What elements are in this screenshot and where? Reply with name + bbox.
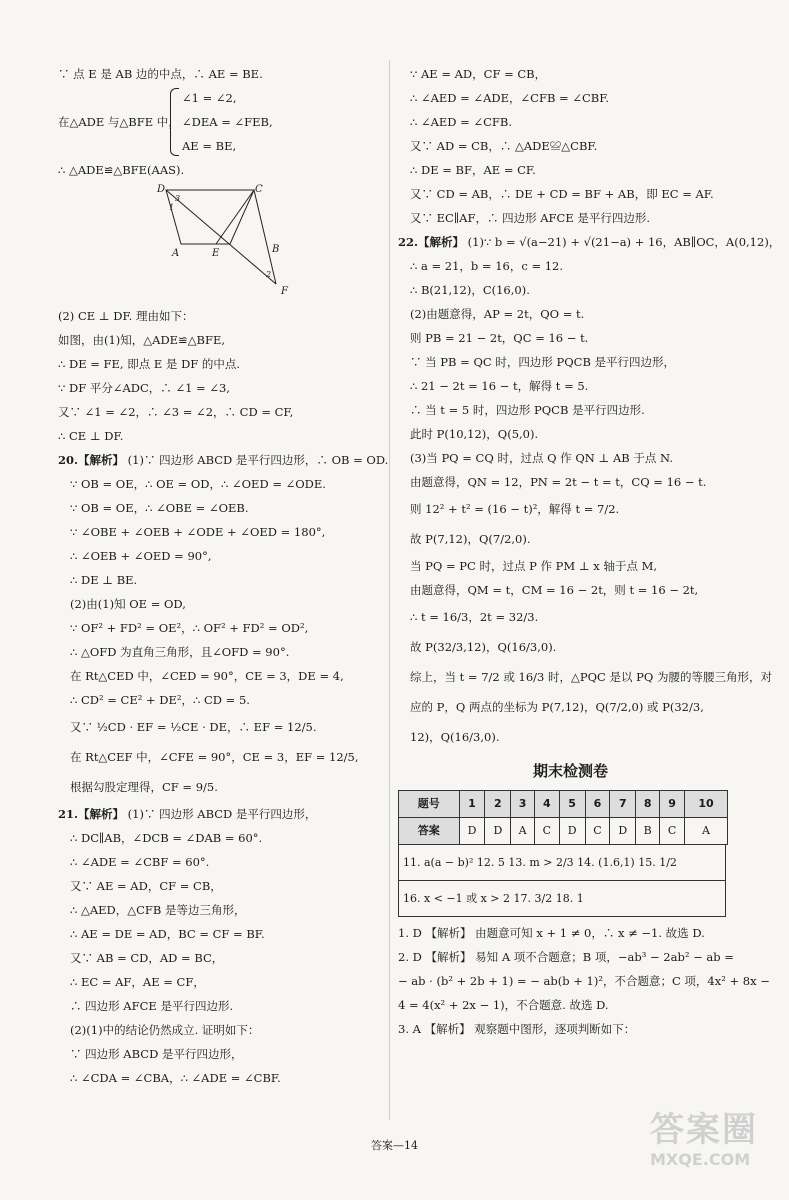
left-column: [58, 62, 389, 1090]
segment-ce: [216, 190, 254, 244]
text-line: (2)由(1)知 OE = OD,: [70, 597, 186, 611]
brace-lead-text: 在△ADE 与△BFE 中，: [58, 115, 180, 129]
question-number-cell-1: 1: [459, 791, 485, 818]
question-number-cell-9: 9: [660, 791, 685, 818]
text-line: ∵ ∠OBE + ∠OEB + ∠ODE + ∠OED = 180°,: [70, 525, 326, 539]
question-number-cell-3: 3: [511, 791, 535, 818]
text-line: ∵ AE = AD，CF = CB，: [410, 67, 547, 81]
watermark-url-text: MXQE.COM: [650, 1150, 751, 1169]
text-line: (2) CE ⊥ DF. 理由如下：: [58, 309, 194, 323]
label-c: C: [255, 184, 263, 195]
q21-number: 21.: [58, 807, 79, 821]
text-line: ∴ ∠ADE = ∠CBF = 60°.: [70, 855, 210, 869]
text-line: 在 Rt△CED 中，∠CED = 90°，CE = 3，DE = 4,: [70, 669, 344, 683]
text-line: ∴ ∠CDA = ∠CBA，∴ ∠ADE = ∠CBF.: [70, 1071, 281, 1085]
text-line: 综上，当 t = 7/2 或 16/3 时，△PQC 是以 PQ 为腰的等腰三角形，对: [410, 670, 772, 684]
angle-label-2: 2: [266, 270, 272, 279]
question-number-cell-7: 7: [610, 791, 636, 818]
label-d: D: [157, 184, 166, 195]
answer-cell-3: A: [511, 818, 535, 845]
parallelogram-figure: [58, 182, 378, 304]
q22-number: 22.: [398, 235, 419, 249]
q22-fraction-lines-b: [398, 602, 772, 752]
label-a: A: [172, 248, 180, 259]
text-line: ∴ 21 − 2t = 16 − t，解得 t = 5.: [410, 379, 589, 393]
text-line: (3)当 PQ = CQ 时，过点 Q 作 QN ⊥ AB 于点 N.: [410, 451, 673, 465]
text-line: 由题意得，QN = 12，PN = 2t − t = t，CQ = 16 − t.: [410, 475, 707, 489]
text-line: ∴ ∠AED = ∠ADE，∠CFB = ∠CBF.: [410, 91, 610, 105]
text-line: 3. A 【解析】 观察题中图形，逐项判断如下：: [398, 1022, 636, 1036]
geometry-figure: [58, 182, 378, 304]
answer-table: [398, 790, 728, 845]
left-lines-c: [58, 304, 378, 448]
text-line: 则 PB = 21 − 2t，QC = 16 − t.: [410, 331, 589, 345]
answer-header: 答案: [399, 818, 460, 845]
text-line: 又∵ AD = CB，∴ △ADE≌△CBF.: [410, 139, 598, 153]
page-footer: 答案—14: [371, 1139, 418, 1152]
text-line: ∴ AE = DE = AD，BC = CF = BF.: [70, 927, 265, 941]
text-line: 应的 P，Q 两点的坐标为 P(7,12)，Q(7/2,0) 或 P(32/3,: [410, 700, 704, 714]
text-line: ∴ a = 21，b = 16，c = 12.: [410, 259, 564, 273]
text-line: 故 P(7,12)，Q(7/2,0).: [410, 532, 531, 546]
question-number-cell-4: 4: [534, 791, 559, 818]
text-line: 又∵ ∠1 = ∠2，∴ ∠3 = ∠2，∴ CD = CF,: [58, 405, 294, 419]
text-line: ∵ OF² + FD² = OE²，∴ OF² + FD² = OD²,: [70, 621, 309, 635]
q20-first-line: (1)∵ 四边形 ABCD 是平行四边形，∴ OB = OD.: [127, 453, 389, 467]
answer-cell-2: D: [485, 818, 511, 845]
section-title: 期末检测卷: [532, 762, 608, 780]
text-line: (2)(1)中的结论仍然成立. 证明如下：: [70, 1023, 260, 1037]
q22-solution: [398, 254, 743, 494]
q22-first-line: (1)∵ b = √(a−21) + √(21−a) + 16，AB∥OC，A(0,12)，: [467, 235, 781, 249]
text-line: 又∵ EC∥AF，∴ 四边形 AFCE 是平行四边形.: [410, 211, 651, 225]
angle-label-1: 1: [169, 203, 175, 212]
question-number-cell-8: 8: [636, 791, 660, 818]
fill-blank-answers-2: 16. x < −1 或 x > 2 17. 3/2 18. 1: [398, 881, 726, 917]
text-line: ∴ △ADE≌△BFE(AAS).: [58, 163, 185, 177]
text-line: 由题意得，QM = t，CM = 16 − 2t，则 t = 16 − 2t,: [410, 583, 699, 597]
text-line: 12)，Q(16/3,0).: [410, 730, 500, 744]
text-line: 如图，由(1)知，△ADE≌△BFE,: [58, 333, 226, 347]
text-line: ∵ OB = OE，∴ ∠OBE = ∠OEB.: [70, 501, 249, 515]
text-line: ∴ DC∥AB，∠DCB = ∠DAB = 60°.: [70, 831, 263, 845]
text-line: ∴ 当 t = 5 时，四边形 PQCB 是平行四边形.: [410, 403, 645, 417]
congruence-condition-block: [58, 86, 378, 158]
fill-blank-answers-1: 11. a(a − b)² 12. 5 13. m > 2/3 14. (1.6,1) 15. 1/2: [398, 845, 726, 881]
watermark-main-text: 答案圈: [650, 1110, 758, 1150]
text-line: ∵ DF 平分∠ADC，∴ ∠1 = ∠3,: [58, 381, 230, 395]
answer-cell-8: B: [636, 818, 660, 845]
q20-fraction-lines: [58, 712, 378, 802]
segment-cf: [254, 190, 276, 284]
text-line: 又∵ ½CD · EF = ½CE · DE，∴ EF = 12/5.: [70, 720, 317, 734]
label-b: B: [272, 244, 280, 255]
question-number-cell-10: 10: [684, 791, 727, 818]
text-line: ∴ DE = FE, 即点 E 是 DF 的中点.: [58, 357, 241, 371]
q21-heading: [58, 802, 378, 826]
text-line: 又∵ AB = CD，AD = BC，: [70, 951, 224, 965]
text-line: ∠1 = ∠2,: [182, 91, 237, 105]
text-line: ∴ B(21,12)，C(16,0).: [410, 283, 530, 297]
text-line: 则 12² + t² = (16 − t)²，解得 t = 7/2.: [410, 502, 620, 516]
text-line: 1. D 【解析】 由题意可知 x + 1 ≠ 0，∴ x ≠ −1. 故选 D.: [398, 926, 705, 940]
text-line: ∵ 点 E 是 AB 边的中点，∴ AE = BE.: [58, 67, 263, 81]
text-line: 又∵ AE = AD，CF = CB，: [70, 879, 222, 893]
q21-tag: 【解析】: [78, 807, 125, 821]
text-line: ∴ ∠AED = ∠CFB.: [410, 115, 512, 129]
q22-solution-b: [398, 554, 743, 602]
text-line: (2)由题意得，AP = 2t，QO = t.: [410, 307, 585, 321]
text-line: 4 = 4(x² + 2x − 1)，不合题意. 故选 D.: [398, 998, 609, 1012]
angle-label-3: 3: [175, 194, 181, 203]
text-line: 故 P(32/3,12)，Q(16/3,0).: [410, 640, 557, 654]
text-line: ∵ 当 PB = QC 时，四边形 PQCB 是平行四边形，: [410, 355, 676, 369]
text-line: 根据勾股定理得，CF = 9/5.: [70, 780, 218, 794]
text-line: 在 Rt△CEF 中，∠CFE = 90°，CE = 3，EF = 12/5,: [70, 750, 359, 764]
q20-solution: [58, 472, 378, 712]
text-line: ∴ EC = AF，AE = CF，: [70, 975, 205, 989]
text-line: 2. D 【解析】 易知 A 项不合题意；B 项，−ab³ − 2ab² − ab =: [398, 950, 734, 964]
answer-cell-10: A: [684, 818, 727, 845]
brace-icon: [170, 88, 179, 156]
q22-fraction-lines-a: [398, 494, 743, 554]
answer-cell-1: D: [459, 818, 485, 845]
answer-cell-4: C: [534, 818, 559, 845]
text-line: ∴ 四边形 AFCE 是平行四边形.: [70, 999, 234, 1013]
question-number-cell-6: 6: [585, 791, 610, 818]
q22-tag: 【解析】: [418, 235, 465, 249]
brace-lines: [182, 86, 273, 158]
q20-number: 20.: [58, 453, 79, 467]
text-line: ∴ DE = BF，AE = CF.: [410, 163, 536, 177]
q20-tag: 【解析】: [78, 453, 125, 467]
text-line: − ab · (b² + 2b + 1) = − ab(b + 1)²，不合题意；C 项，4x² + 8x −: [398, 974, 770, 988]
q21-first-line: (1)∵ 四边形 ABCD 是平行四边形，: [127, 807, 317, 821]
text-line: ∴ △OFD 为直角三角形，且∠OFD = 90°.: [70, 645, 290, 659]
choice-solutions: [398, 921, 770, 1041]
left-lines-a: [58, 62, 378, 86]
label-e: E: [212, 248, 220, 259]
answer-row: [399, 818, 728, 845]
right-lines-a: [398, 62, 743, 230]
question-number-header: 题号: [399, 791, 460, 818]
text-line: 又∵ CD = AB，∴ DE + CD = BF + AB，即 EC = AF.: [410, 187, 714, 201]
question-number-row: [399, 791, 728, 818]
left-lines-b: [58, 158, 378, 182]
text-line: ∵ 四边形 ABCD 是平行四边形，: [70, 1047, 243, 1061]
label-f: F: [281, 286, 288, 297]
answer-cell-5: D: [559, 818, 585, 845]
q22-heading: [398, 230, 781, 254]
text-line: ∴ △AED，△CFB 是等边三角形，: [70, 903, 246, 917]
text-line: ∴ CE ⊥ DF.: [58, 429, 124, 443]
answer-cell-7: D: [610, 818, 636, 845]
answer-cell-6: C: [585, 818, 610, 845]
text-line: 当 PQ = PC 时，过点 P 作 PM ⊥ x 轴于点 M,: [410, 559, 658, 573]
text-line: ∴ t = 16/3，2t = 32/3.: [410, 610, 539, 624]
text-line: ∴ DE ⊥ BE.: [70, 573, 138, 587]
text-line: ∴ ∠OEB + ∠OED = 90°,: [70, 549, 212, 563]
watermark-logo: [650, 1110, 770, 1180]
answer-cell-9: C: [660, 818, 685, 845]
text-line: ∴ CD² = CE² + DE²，∴ CD = 5.: [70, 693, 250, 707]
text-line: 此时 P(10,12)，Q(5,0).: [410, 427, 539, 441]
column-divider: [389, 60, 390, 1120]
right-column: [398, 62, 781, 1041]
question-number-cell-2: 2: [485, 791, 511, 818]
q20-heading: [58, 448, 389, 472]
text-line: ∵ OB = OE，∴ OE = OD，∴ ∠OED = ∠ODE.: [70, 477, 326, 491]
text-line: AE = BE,: [182, 139, 237, 153]
text-line: ∠DEA = ∠FEB,: [182, 115, 273, 129]
q21-solution: [58, 826, 378, 1090]
question-number-cell-5: 5: [559, 791, 585, 818]
